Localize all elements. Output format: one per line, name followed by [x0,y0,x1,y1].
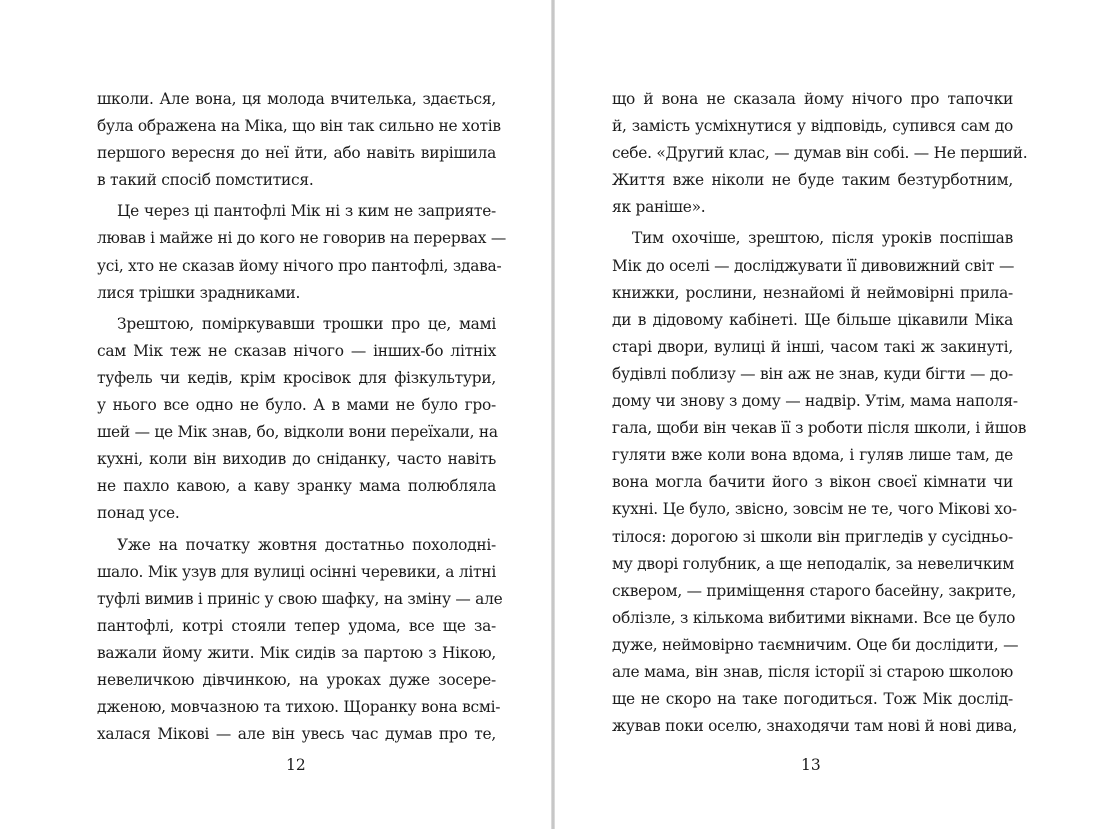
text-line: гуляти вже коли вона вдома, і гуляв лише там, де [612,446,1013,465]
text-line: Життя вже ніколи не буде таким безтурботним, [612,171,1013,190]
page-number: 12 [286,756,306,774]
left-page [0,0,551,829]
text-line: лював і майже ні до кого не говорив на перервах — [97,229,507,248]
text-line: туфлі вимив і приніс у свою шафку, на зміну — але [97,589,503,608]
text-line: важали йому жити. Мік сидів за партою з Нікою, [97,643,496,662]
text-line: кухні, коли він виходив до сніданку, часто навіть [97,450,496,469]
left-page-text [97,86,507,748]
text-line: туфель чи кедів, крім кросівок для фізкультури, [97,368,496,387]
text-line: шало. Мік узув для вулиці осінні черевики, а літні [97,562,496,581]
page-number: 13 [801,756,821,774]
text-line: тілося: дорогою зі школи він пригледів у сусідньо- [612,527,1013,546]
text-line: облізле, з кількома вибитими вікнами. Все це було [612,608,1016,627]
text-line: дженою, мовчазною та тихою. Щоранку вона всмі- [97,698,501,717]
text-line: жував поки оселю, знаходячи там нові й нові дива, [612,717,1018,736]
text-line: але мама, він знав, після історії зі старою школою [612,662,1013,681]
text-line: в такий спосіб помститися. [97,171,314,190]
text-line: не пахло кавою, а каву зранку мама полюбляла [97,477,496,496]
right-page [555,0,1105,829]
text-line: ди в дідовому кабінеті. Ще більше цікавили Міка [612,310,1013,329]
text-line: ще не скоро на таке погодиться. Тож Мік дослід- [612,690,1013,709]
text-line: дому чи знову з дому — надвір. Утім, мама наполя- [612,392,1018,411]
text-line: себе. «Другий клас, — думав він собі. — Не перший. [612,144,1028,163]
text-line: понад усе. [97,504,180,523]
text-line: халася Мікові — але він увесь час думав про те, [97,725,496,744]
text-line: першого вересня до неї йти, або навіть вирішила [97,144,496,163]
text-line: му дворі голубник, а ще неподалік, за невеличким [612,554,1015,573]
text-line: Уже на початку жовтня достатньо похолодні- [117,535,496,554]
text-line: лися трішки зрадниками. [97,283,301,302]
text-line: книжки, рослини, незнайомі й неймовірні прила- [612,283,1013,302]
text-line: Мік до оселі — досліджувати її дивовижний світ — [612,256,1015,275]
text-line: Це через ці пантофлі Мік ні з ким не заприяте- [117,202,496,221]
text-line: що й вона не сказала йому нічого про тапочки [612,90,1013,108]
text-line: була ображена на Міка, що він так сильно не хотів [97,117,501,136]
text-line: школи. Але вона, ця молода вчителька, здається, [97,90,496,108]
text-line: старі двори, вулиці й інші, часом такі ж закинуті, [612,337,1013,356]
text-line: шей — це Мік знав, бо, відколи вони переїхали, на [97,423,498,442]
right-page-text [612,86,1028,740]
text-line: кухні. Це було, звісно, зовсім не те, чого Мікові хо- [612,500,1017,519]
text-line: пантофлі, котрі стояли тепер удома, все ще за- [97,616,496,635]
text-line: Тим охочіше, зрештою, після уроків поспішав [632,229,1013,248]
text-line: сам Мік теж не сказав нічого — інших-бо літніх [97,341,496,360]
text-line: будівлі поблизу — він аж не знав, куди бігти — до- [612,364,1013,383]
text-line: сквером, — приміщення старого басейну, закрите, [612,581,1017,600]
text-line: у нього все одно не було. А в мами не було гро- [97,396,496,415]
text-line: як раніше». [612,198,706,217]
text-line: й, замість усміхнутися у відповідь, супився сам до [612,117,1013,136]
text-line: усі, хто не сказав йому нічого про пантофлі, здава- [97,256,502,275]
text-line: Зрештою, поміркувавши трошки про це, мамі [117,314,496,333]
text-line: дуже, неймовірно таємничим. Оце би дослідити, — [612,635,1019,654]
text-line: вона могла бачити його з вікон своєї кімнати чи [612,473,1013,492]
text-line: невеличкою дівчинкою, на уроках дуже зосере- [97,670,496,689]
text-line: гала, щоби він чекав її з роботи після школи, і йшов [612,419,1027,438]
